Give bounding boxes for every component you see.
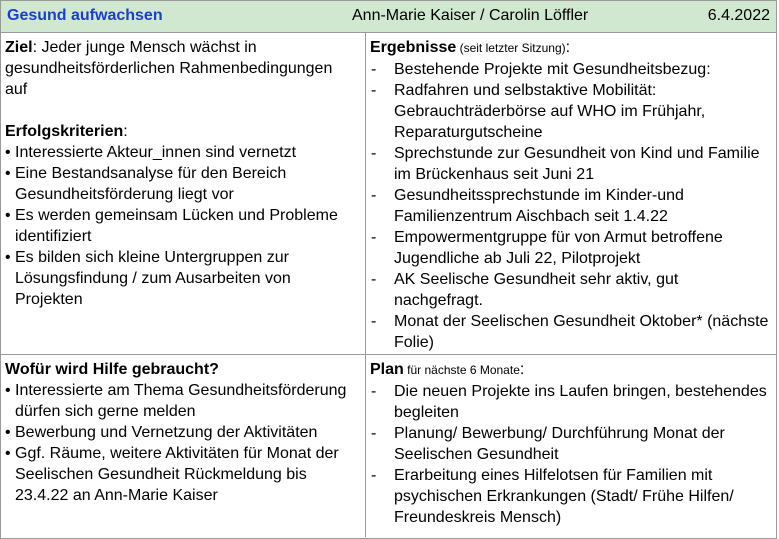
list-item: • Interessierte am Thema Gesundheitsförderung dürfen sich gerne melden bbox=[5, 382, 347, 420]
list-item: - Erarbeitung eines Hilfelotsen für Familien mit psychischen Erkrankungen (Stadt/ Frühe Hilfen/ Freundeskreis Mensch) bbox=[371, 467, 734, 526]
plan-note: für nächste 6 Monate bbox=[403, 363, 520, 377]
hilfe-cell bbox=[1, 355, 366, 537]
list-item: - Bestehende Projekte mit Gesundheitsbezug: bbox=[371, 61, 711, 78]
hilfe-list bbox=[5, 380, 359, 506]
plan-list bbox=[370, 381, 770, 528]
list-item: • Interessierte Akteur_innen sind vernetzt bbox=[5, 144, 297, 161]
criteria-heading: Erfolgskriterien: bbox=[5, 123, 128, 140]
ziel-text: : Jeder junge Mensch wächst in gesundheitsförderlichen Rahmenbedingungen auf bbox=[5, 39, 333, 98]
list-item: • Es werden gemeinsam Lücken und Probleme identifiziert bbox=[5, 207, 338, 245]
content-table bbox=[0, 33, 777, 539]
hilfe-heading: Wofür wird Hilfe gebraucht? bbox=[5, 361, 219, 378]
list-item: • Eine Bestandsanalyse für den Bereich Gesundheitsförderung liegt vor bbox=[5, 165, 287, 203]
list-item: - Monat der Seelischen Gesundheit Oktober* (nächste Folie) bbox=[371, 313, 769, 351]
authors: Ann-Marie Kaiser / Carolin Löffler bbox=[352, 7, 589, 24]
ziel-label: Ziel bbox=[5, 39, 33, 56]
list-item: • Bewerbung und Vernetzung der Aktivitäten bbox=[5, 424, 318, 441]
list-item: • Ggf. Räume, weitere Aktivitäten für Monat der Seelischen Gesundheit Rückmeldung bis 23.4.22 an Ann-Marie Kaiser bbox=[5, 445, 339, 504]
list-item: - Sprechstunde zur Gesundheit von Kind und Familie im Brückenhaus seit Juni 21 bbox=[371, 145, 760, 183]
plan-label: Plan bbox=[370, 361, 404, 378]
list-item: - Radfahren und selbstaktive Mobilität: Gebrauchträderbörse auf WHO im Frühjahr, Reparaturgutscheine bbox=[371, 82, 706, 141]
list-item: - Gesundheitssprechstunde im Kinder-und Familienzentrum Aischbach seit 1.4.22 bbox=[371, 187, 684, 225]
ergebnisse-note: (seit letzter Sitzung) bbox=[456, 41, 566, 55]
list-item: - Die neuen Projekte ins Laufen bringen, bestehendes begleiten bbox=[371, 383, 767, 421]
list-item: - Empowermentgruppe für von Armut betroffene Jugendliche ab Juli 22, Pilotprojekt bbox=[371, 229, 723, 267]
ergebnisse-cell bbox=[366, 33, 776, 355]
list-item: • Es bilden sich kleine Untergruppen zur Lösungsfindung / zum Ausarbeiten von Projekten bbox=[5, 249, 291, 308]
plan-cell bbox=[366, 355, 776, 537]
date: 6.4.2022 bbox=[707, 7, 770, 24]
ergebnisse-label: Ergebnisse bbox=[370, 39, 457, 56]
ziel-cell bbox=[1, 33, 366, 355]
page-title: Gesund aufwachsen bbox=[7, 7, 163, 24]
criteria-list bbox=[5, 142, 359, 310]
plan-heading: Plan für nächste 6 Monate: bbox=[370, 361, 525, 378]
ergebnisse-heading: Ergebnisse (seit letzter Sitzung): bbox=[370, 39, 571, 56]
list-item: - Planung/ Bewerbung/ Durchführung Monat der Seelischen Gesundheit bbox=[371, 425, 725, 463]
criteria-label: Erfolgskriterien bbox=[5, 123, 124, 140]
ergebnisse-list bbox=[370, 59, 770, 353]
list-item: - AK Seelische Gesundheit sehr aktiv, gut nachgefragt. bbox=[371, 271, 679, 309]
header-bar bbox=[0, 0, 777, 33]
ziel-paragraph bbox=[5, 37, 359, 100]
